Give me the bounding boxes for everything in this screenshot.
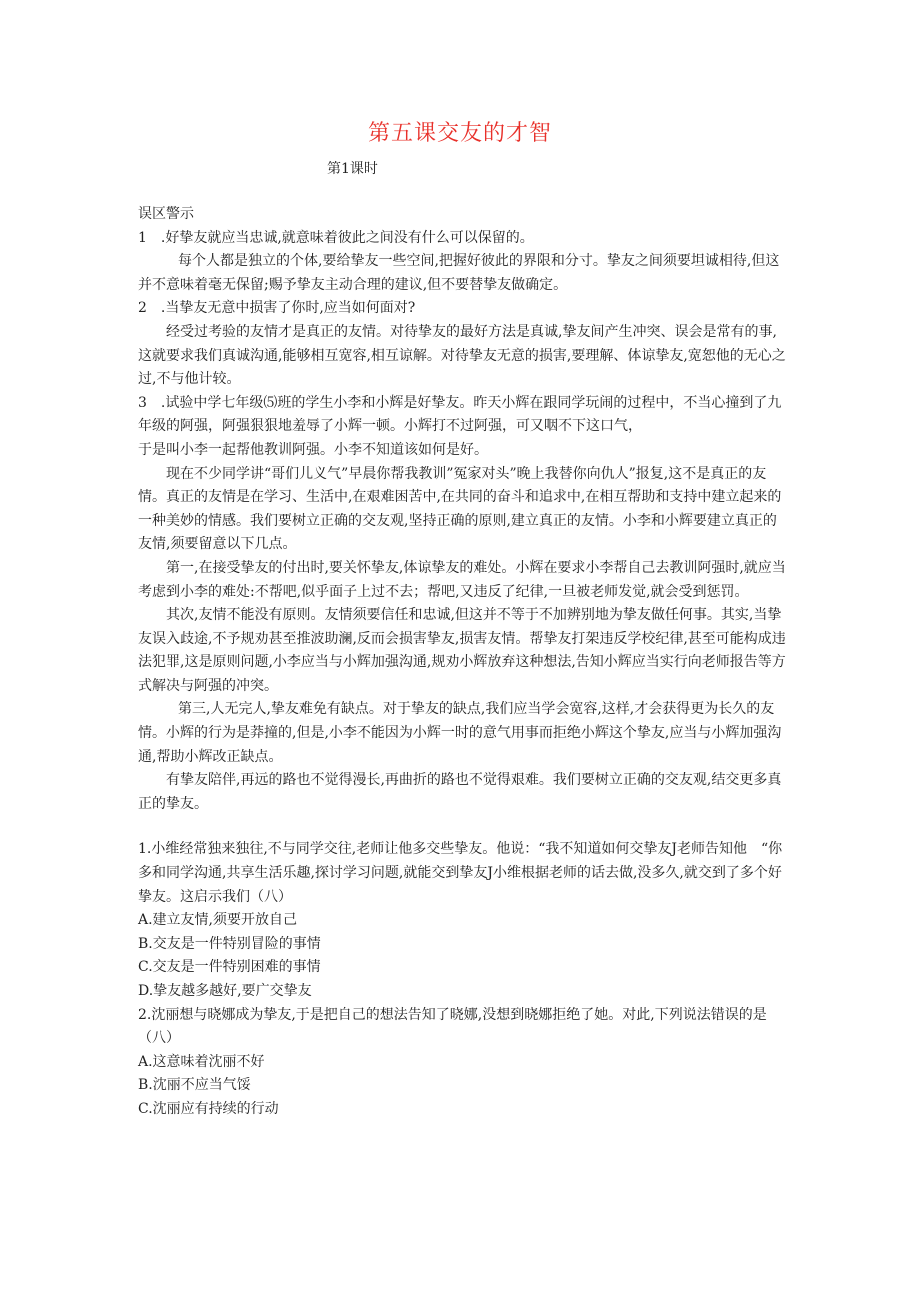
document-body bbox=[138, 203, 788, 1122]
misconception-question-3: 3 .试验中学七年级⑸班的学生小李和小辉是好挚友。昨天小辉在跟同学玩闹的过程中，不当心撞到了九年级的阿强，阿强狠狠地羞辱了小辉一顿。小辉打不过阿强，可又咽不下这口气， bbox=[138, 394, 782, 435]
answer-paragraph: 经受过考验的友情才是真正的友情。对待挚友的最好方法是真诚,挚友间产生冲突、误会是常有的事,这就要求我们真诚沟通,能够相互宽容,相互谅解。对待挚友无意的损害,要理解、体谅挚友,宽恕他的无心之过,不与他计较。 bbox=[138, 323, 786, 388]
exercise-option: C.交友是一件特别困难的事情 bbox=[138, 959, 321, 976]
exercise-option: B.沈丽不应当气馁 bbox=[138, 1077, 251, 1094]
exercise-option: A.建立友情,须要开放自己 bbox=[138, 912, 298, 929]
answer-paragraph: 第一,在接受挚友的付出时,要关怀挚友,体谅挚友的难处。小辉在要求小李帮自己去教训阿强时,就应当考虑到小李的难处:不帮吧,似乎面子上过不去；帮吧,又违反了纪律,一旦被老师发觉,就会受到惩罚。 bbox=[138, 559, 786, 600]
misconception-question-3-cont: 于是叫小李一起帮他教训阿强。小李不知道该如何是好。 bbox=[138, 441, 488, 458]
exercise-question-1: 1.小维经常独来独往,不与同学交往,老师让他多交些挚友。他说：“我不知道如何交挚友J老师告知他 “你多和同学沟通,共享生活乐趣,探讨学习问题,就能交到挚友J小维根据老师的话去做,没多久,就交到了多个好挚友。这启示我们（八） bbox=[138, 841, 783, 905]
lesson-subtitle: 第1课时 bbox=[327, 161, 378, 177]
answer-paragraph: 现在不少同学讲“哥们儿义气”早晨你帮我教训”冤家对头”晚上我替你向仇人”报复,这不是真正的友情。真正的友情是在学习、生活中,在艰难困苦中,在共同的奋斗和追求中,在相互帮助和支持中建立起来的一种美妙的情感。我们要树立正确的交友观,坚持正确的原则,建立真正的友情。小李和小辉要建立真正的友情,须要留意以下几点。 bbox=[138, 465, 782, 553]
answer-paragraph: 其次,友情不能没有原则。友情须要信任和忠诚,但这并不等于不加辨别地为挚友做任何事。其实,当挚友误入歧途,不予规劝甚至推波助澜,反而会损害挚友,损害友情。帮挚友打架违反学校纪律,甚至可能构成违法犯罪,这是原则问题,小李应当与小辉加强沟通,规劝小辉放弃这种想法,告知小辉应当实行向老师报告等方式解决与阿强的冲突。 bbox=[138, 607, 786, 694]
page-title: 第五课交友的才智 bbox=[367, 121, 552, 146]
exercise-option: C.沈丽应有持续的行动 bbox=[138, 1100, 279, 1117]
exercise-option: D.挚友越多越好,要广交挚友 bbox=[138, 983, 312, 999]
section-heading: 误区警示 bbox=[138, 206, 194, 222]
exercise-option: A.这意味着沈丽不好 bbox=[138, 1053, 265, 1070]
misconception-question-2: 2 .当挚友无意中损害了你时,应当如何面对? bbox=[138, 300, 416, 317]
exercise-question-2: 2.沈丽想与晓娜成为挚友,于是把自己的想法告知了晓娜,没想到晓娜拒绝了她。对此,下列说法错误的是（八） bbox=[138, 1006, 767, 1047]
answer-paragraph: 每个人都是独立的个体,要给挚友一些空间,把握好彼此的界限和分寸。挚友之间须要坦诚相待,但这并不意味着毫无保留;赐予挚友主动合理的建议,但不要替挚友做确定。 bbox=[138, 253, 780, 293]
exercise-option: B.交友是一件特别冒险的事情 bbox=[138, 935, 321, 952]
misconception-question-1: 1 .好挚友就应当忠诚,就意味着彼此之间没有什么可以保留的。 bbox=[138, 229, 534, 246]
answer-paragraph: 有挚友陪伴,再远的路也不觉得漫长,再曲折的路也不觉得艰难。我们要树立正确的交友观,结交更多真正的挚友。 bbox=[138, 772, 782, 812]
answer-paragraph: 第三,人无完人,挚友难免有缺点。对于挚友的缺点,我们应当学会宽容,这样,才会获得更为长久的友情。小辉的行为是莽撞的,但是,小李不能因为小辉一时的意气用事而拒绝小辉这个挚友,应当与小辉加强沟通,帮助小辉改正缺点。 bbox=[138, 701, 782, 765]
